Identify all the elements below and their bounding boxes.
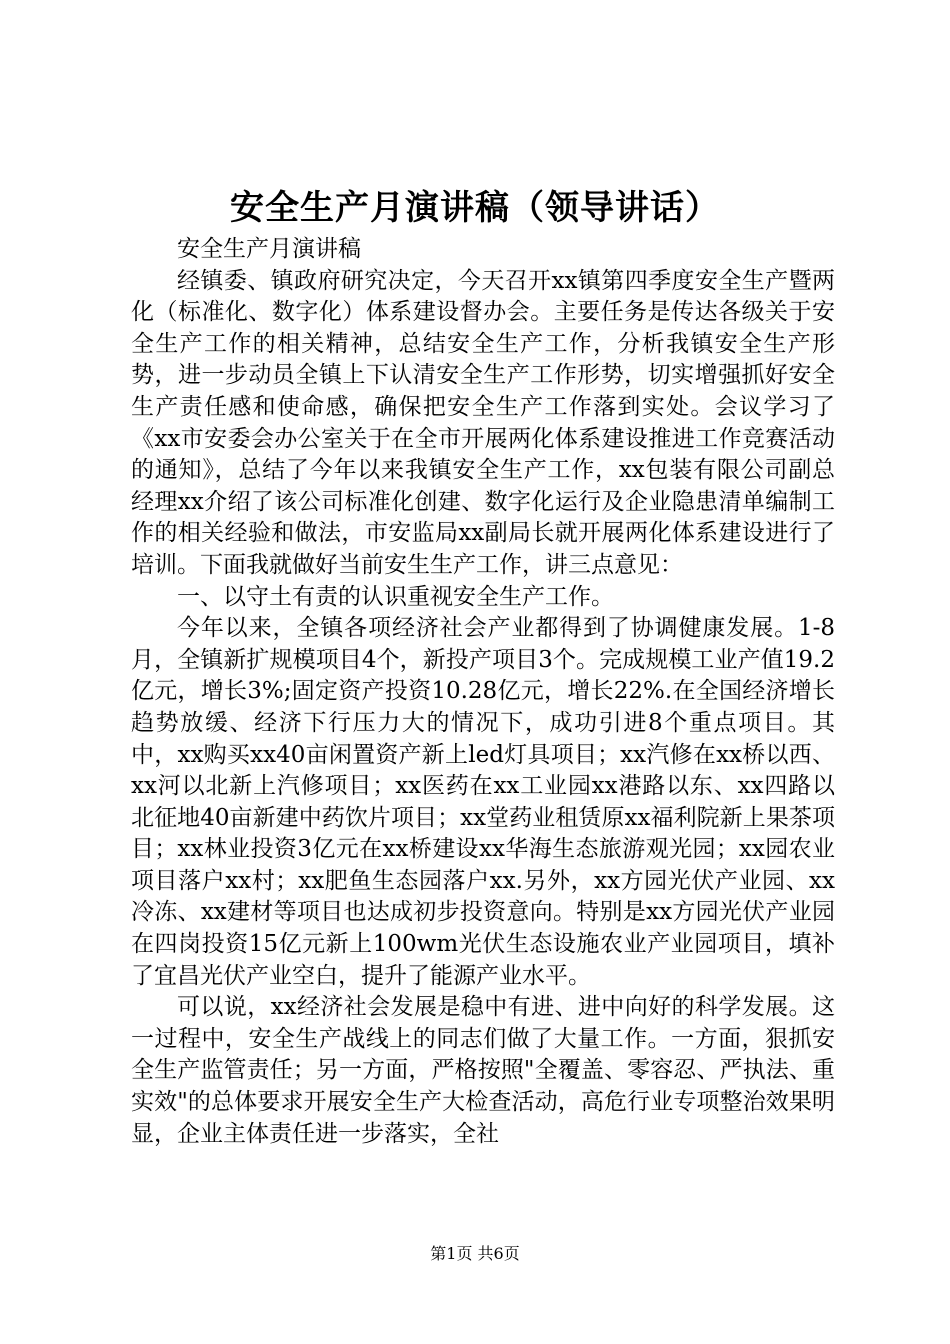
paragraph-economic-development: 今年以来，全镇各项经济社会产业都得到了协调健康发展。1-8月，全镇新扩规模项目4个，新投产项目3个。完成规模工业产值19.2亿元，增长3%;固定资产投资10.28亿元，增长22%.在全国经济增长趋势放缓、经济下行压力大的情况下，成功引进8个重点项目。其中，xx购买xx40亩闲置资产新上led灯具项目；xx汽修在xx桥以西、xx河以北新上汽修项目；xx医药在xx工业园xx港路以东、xx四路以北征地40亩新建中药饮片项目；xx堂药业租赁原xx福利院新上果茶项目；xx林业投资3亿元在xx桥建设xx华海生态旅游观光园；xx园农业项目落户xx村；xx肥鱼生态园落户xx.另外，xx方园光伏产业园、xx冷冻、xx建材等项目也达成初步投资意向。特别是xx方园光伏产业园在四岗投资15亿元新上100wm光伏生态设施农业产业园项目，填补了宜昌光伏产业空白，提升了能源产业水平。	[131, 615, 835, 989]
document-title: 安全生产月演讲稿（领导讲话）	[230, 188, 720, 228]
paragraph-section-one-heading: 一、以守土有责的认识重视安全生产工作。	[177, 583, 614, 610]
page-number-footer: 第1页 共6页	[430, 1244, 520, 1263]
paragraph-subtitle: 安全生产月演讲稿	[177, 236, 361, 262]
paragraph-safety-work: 可以说，xx经济社会发展是稳中有进、进中向好的科学发展。这一过程中，安全生产战线上的同志们做了大量工作。一方面，狠抓安全生产监管责任；另一方面，严格按照"全覆盖、零容忍、严执法、重实效"的总体要求开展安全生产大检查活动，高危行业专项整治效果明显，企业主体责任进一步落实，全社	[131, 994, 835, 1147]
paragraph-meeting-intro: 经镇委、镇政府研究决定，今天召开xx镇第四季度安全生产暨两化（标准化、数字化）体系建设督办会。主要任务是传达各级关于安全生产工作的相关精神，总结安全生产工作，分析我镇安全生产形势，进一步动员全镇上下认清安全生产工作形势，切实增强抓好安全生产责任感和使命感，确保把安全生产工作落到实处。会议学习了《xx市安委会办公室关于在全市开展两化体系建设推进工作竞赛活动的通知》，总结了今年以来我镇安全生产工作，xx包装有限公司副总经理xx介绍了该公司标准化创建、数字化运行及企业隐患清单编制工作的相关经验和做法，市安监局xx副局长就开展两化体系建设进行了培训。下面我就做好当前安生生产工作，讲三点意见：	[131, 267, 835, 578]
document-body	[131, 234, 835, 1150]
